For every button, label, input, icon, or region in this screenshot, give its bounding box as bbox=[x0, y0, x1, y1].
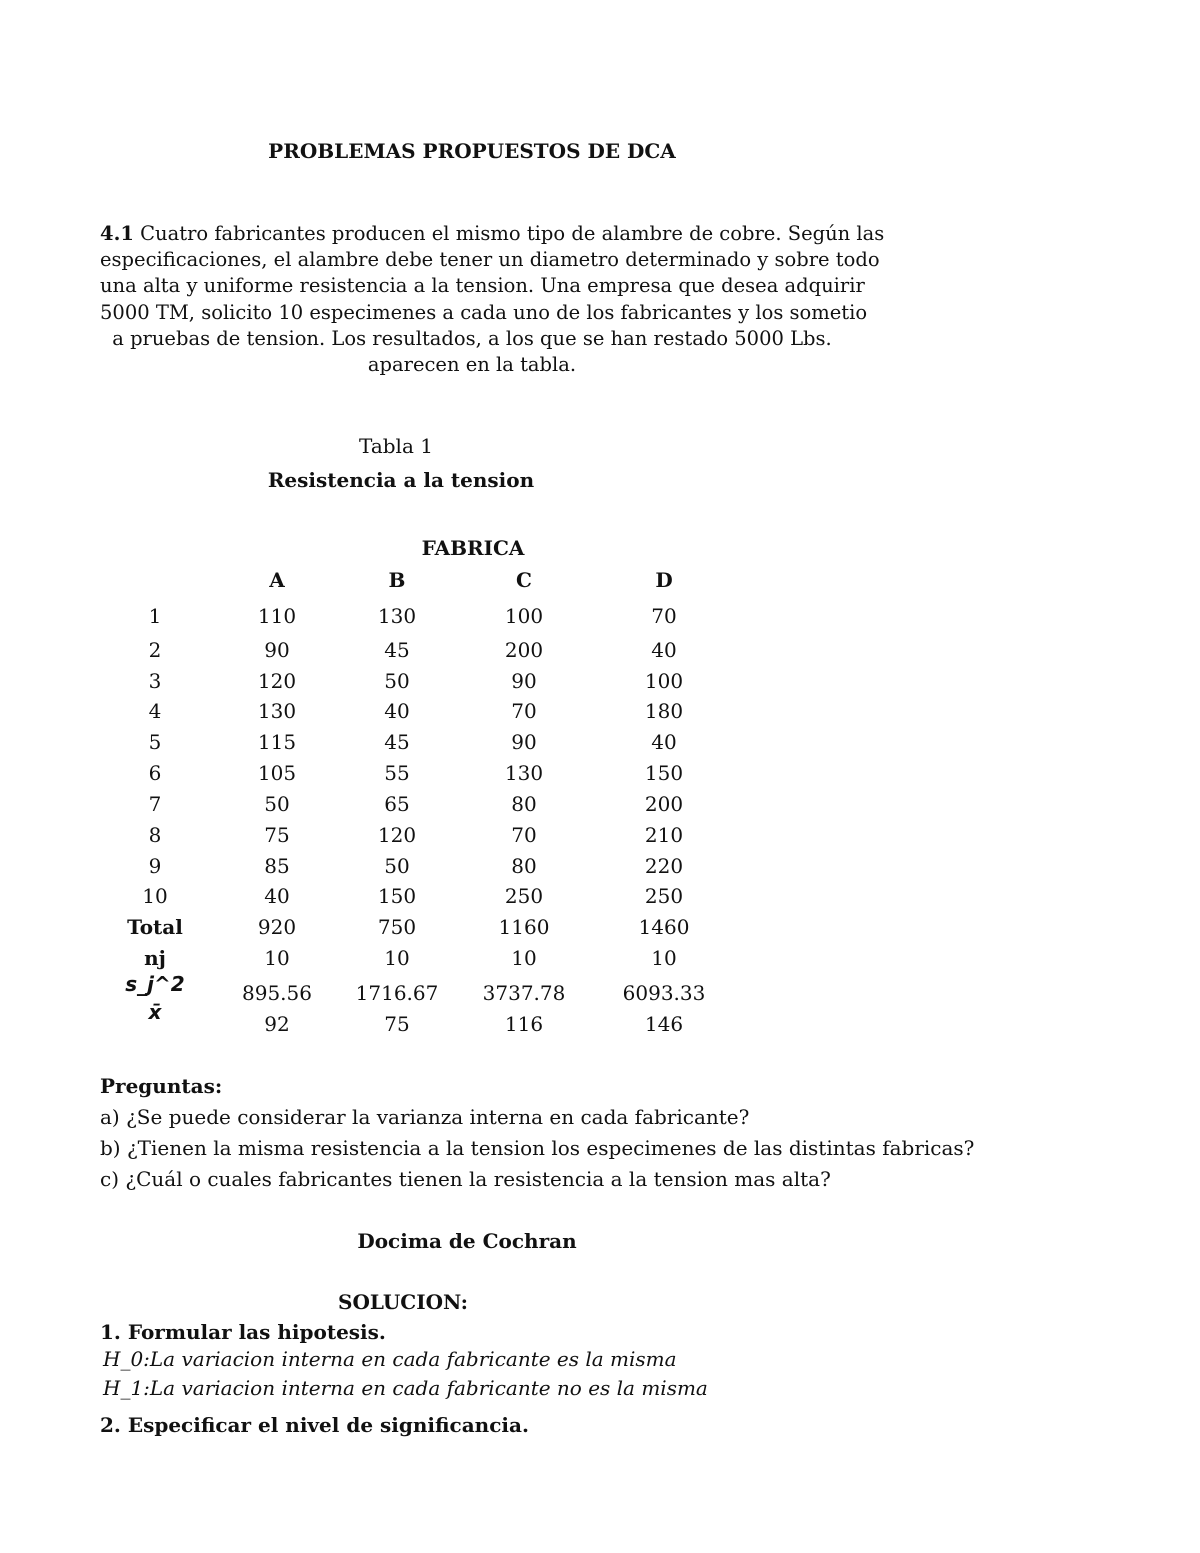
variance-row-label: s_j^2 bbox=[125, 972, 185, 996]
intro-line-5: a pruebas de tension. Los resultados, a los que se han restado 5000 Lbs. bbox=[112, 326, 832, 350]
table-cell: 150 bbox=[644, 761, 684, 785]
table-cell: 55 bbox=[384, 761, 410, 785]
table-cell: 85 bbox=[264, 854, 290, 878]
table-cell: 40 bbox=[651, 638, 677, 662]
nj-row-cell: 10 bbox=[264, 946, 290, 970]
table-label: Tabla 1 bbox=[359, 434, 433, 458]
table-cell: 200 bbox=[504, 638, 544, 662]
variance-row-cell: 895.56 bbox=[242, 981, 312, 1005]
total-row-cell: 920 bbox=[257, 915, 297, 939]
table-cell: 105 bbox=[257, 761, 297, 785]
table-cell: 180 bbox=[644, 699, 684, 723]
table-cell: 90 bbox=[511, 730, 537, 754]
step-1: 1. Formular las hipotesis. bbox=[100, 1320, 386, 1344]
table-cell: 120 bbox=[377, 823, 417, 847]
table-cell: 40 bbox=[264, 884, 290, 908]
total-row-cell: 1160 bbox=[498, 915, 550, 939]
table-cell: 210 bbox=[644, 823, 684, 847]
problem-statement bbox=[100, 221, 885, 378]
solution-title: SOLUCION: bbox=[338, 1290, 468, 1314]
row-label: 5 bbox=[148, 730, 162, 754]
variance-row-cell: 1716.67 bbox=[355, 981, 439, 1005]
table-cell: 100 bbox=[644, 669, 684, 693]
total-row-cell: 750 bbox=[377, 915, 417, 939]
intro-line-2: especificaciones, el alambre debe tener un diametro determinado y sobre todo bbox=[100, 248, 880, 272]
table-cell: 70 bbox=[511, 823, 537, 847]
mean-row-cell: 146 bbox=[644, 1012, 684, 1036]
table-cell: 45 bbox=[384, 638, 410, 662]
table-cell: 40 bbox=[651, 730, 677, 754]
row-label: 1 bbox=[148, 604, 162, 628]
question-b: b) ¿Tienen la misma resistencia a la tension los especimenes de las distintas fabricas? bbox=[100, 1136, 975, 1160]
nj-row-cell: 10 bbox=[651, 946, 677, 970]
step-2: 2. Especificar el nivel de significancia. bbox=[100, 1413, 529, 1437]
question-c: c) ¿Cuál o cuales fabricantes tienen la resistencia a la tension mas alta? bbox=[100, 1167, 831, 1191]
row-label: 3 bbox=[148, 669, 162, 693]
intro-line-6: aparecen en la tabla. bbox=[367, 353, 577, 377]
table-cell: 80 bbox=[511, 792, 537, 816]
table-cell: 70 bbox=[651, 604, 677, 628]
column-header-d: D bbox=[655, 568, 673, 592]
variance-row-cell: 3737.78 bbox=[482, 981, 566, 1005]
table-title: Resistencia a la tension bbox=[267, 468, 535, 492]
table-group-header: FABRICA bbox=[421, 536, 525, 560]
table-cell: 80 bbox=[511, 854, 537, 878]
table-cell: 130 bbox=[257, 699, 297, 723]
row-label: 9 bbox=[148, 854, 162, 878]
table-cell: 250 bbox=[644, 884, 684, 908]
table-cell: 220 bbox=[644, 854, 684, 878]
row-label: 7 bbox=[148, 792, 162, 816]
hypothesis-h0: H_0:La variacion interna en cada fabricante es la misma bbox=[103, 1347, 677, 1371]
table-cell: 200 bbox=[644, 792, 684, 816]
intro-line-4: 5000 TM, solicito 10 especimenes a cada uno de los fabricantes y los sometio bbox=[100, 300, 868, 324]
table-cell: 100 bbox=[504, 604, 544, 628]
total-row-label: Total bbox=[127, 915, 183, 939]
table-cell: 75 bbox=[264, 823, 290, 847]
mean-row-cell: 75 bbox=[384, 1012, 410, 1036]
row-label: 6 bbox=[148, 761, 162, 785]
table-cell: 50 bbox=[264, 792, 290, 816]
row-label: 8 bbox=[148, 823, 162, 847]
column-header-c: C bbox=[516, 568, 532, 592]
table-cell: 130 bbox=[377, 604, 417, 628]
variance-row-cell: 6093.33 bbox=[622, 981, 706, 1005]
mean-row-cell: 92 bbox=[264, 1012, 290, 1036]
intro-line-3: una alta y uniforme resistencia a la tension. Una empresa que desea adquirir bbox=[100, 274, 865, 298]
column-header-b: B bbox=[388, 568, 406, 592]
row-label: 10 bbox=[142, 884, 168, 908]
hypothesis-h1: H_1:La variacion interna en cada fabricante no es la misma bbox=[103, 1376, 708, 1400]
table-cell: 65 bbox=[384, 792, 410, 816]
table-cell: 110 bbox=[257, 604, 297, 628]
row-label: 4 bbox=[148, 699, 162, 723]
table-cell: 90 bbox=[264, 638, 290, 662]
mean-row-cell: 116 bbox=[504, 1012, 544, 1036]
table-cell: 50 bbox=[384, 854, 410, 878]
problem-number: 4.1 bbox=[100, 222, 134, 245]
table-cell: 90 bbox=[511, 669, 537, 693]
table-cell: 40 bbox=[384, 699, 410, 723]
table-cell: 150 bbox=[377, 884, 417, 908]
total-row-cell: 1460 bbox=[638, 915, 690, 939]
mean-row-label: x̄ bbox=[148, 1000, 162, 1024]
column-header-a: A bbox=[269, 568, 285, 592]
nj-row-label: nj bbox=[144, 946, 166, 970]
questions-title: Preguntas: bbox=[100, 1074, 223, 1098]
row-label: 2 bbox=[148, 638, 162, 662]
cochran-title: Docima de Cochran bbox=[357, 1229, 577, 1253]
page-title: PROBLEMAS PROPUESTOS DE DCA bbox=[268, 139, 676, 163]
table-cell: 50 bbox=[384, 669, 410, 693]
table-cell: 45 bbox=[384, 730, 410, 754]
table-cell: 130 bbox=[504, 761, 544, 785]
question-a: a) ¿Se puede considerar la varianza interna en cada fabricante? bbox=[100, 1105, 750, 1129]
table-cell: 70 bbox=[511, 699, 537, 723]
table-cell: 250 bbox=[504, 884, 544, 908]
table-cell: 120 bbox=[257, 669, 297, 693]
nj-row-cell: 10 bbox=[384, 946, 410, 970]
table-cell: 115 bbox=[257, 730, 297, 754]
intro-line-1: 4.1 Cuatro fabricantes producen el mismo tipo de alambre de cobre. Según las bbox=[100, 222, 885, 245]
nj-row-cell: 10 bbox=[511, 946, 537, 970]
